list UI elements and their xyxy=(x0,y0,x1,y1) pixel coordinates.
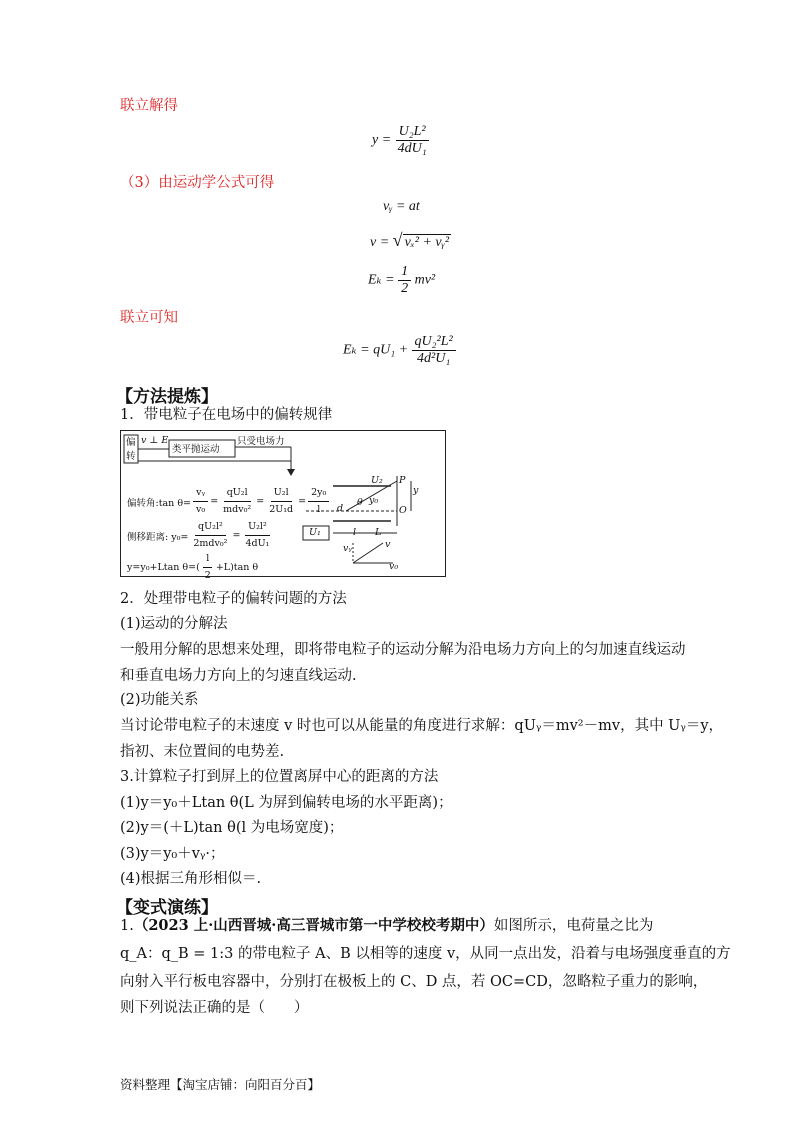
method-item3: 3.计算粒子打到屏上的位置离屏中心的距离的方法 xyxy=(120,769,439,785)
label-p: P xyxy=(399,475,406,486)
page-footer: 资料整理【淘宝店铺：向阳百分百】 xyxy=(120,1077,321,1092)
label-theta: θ xyxy=(357,497,363,508)
question-1-line3: 向射入平行板电容器中，分别打在极板上的 C、D 点，若 OC=CD，忽略粒子重力的影响， xyxy=(120,974,708,990)
method-m2: (2)y＝(＋L)tan θ(l 为电场宽度)； xyxy=(120,820,344,836)
label-u2: U₂ xyxy=(371,475,383,486)
method-heading: 【方法提炼】 xyxy=(116,387,218,407)
question-1-line2: q_A：q_B = 1:3 的带电粒子 A、B 以相等的速度 v，从同一点出发，沿着与电场强度垂直的方 xyxy=(120,946,731,962)
method-m3: (3)y＝y₀＋vᵧ·； xyxy=(120,846,225,862)
method-sub2: (2)功能关系 xyxy=(120,692,199,708)
method-para2a: 当讨论带电粒子的末速度 v 时也可以从能量的角度进行求解：qUᵧ＝mv²－mv，其中 Uᵧ＝y， xyxy=(120,718,724,734)
motion-label: 类平抛运动 xyxy=(172,444,220,455)
label-d: d xyxy=(337,503,344,514)
equation-vy: vᵧ = at xyxy=(383,199,420,214)
sqrt-sign: √ xyxy=(392,230,403,250)
label-u1: U₁ xyxy=(309,527,321,538)
method-para2b: 指初、末位置间的电势差. xyxy=(120,744,285,760)
label-y0: y₀ xyxy=(369,495,379,506)
method-para1a: 一般用分解的思想来处理，即将带电粒子的运动分解为沿电场力方向上的匀加速直线运动 xyxy=(120,642,686,658)
method-item1: 1．带电粒子在电场中的偏转规律 xyxy=(120,407,333,423)
question-number: 1. xyxy=(120,918,134,934)
box-left-top: 偏 xyxy=(126,437,136,448)
join-solve-text: 联立解得 xyxy=(120,98,178,114)
cond-label: v ⊥ E xyxy=(141,435,169,446)
practice-heading: 【变式演练】 xyxy=(116,898,218,918)
force-label: 只受电场力 xyxy=(237,436,285,447)
method-sub1: (1)运动的分解法 xyxy=(120,616,228,632)
equation-y: y = $\frac{\text{U₂L²}}{\text{4dU₁}}$ xyxy=(372,124,430,157)
box-left-bottom: 转 xyxy=(126,451,136,462)
method-m4: (4)根据三角形相似＝. xyxy=(120,871,262,887)
label-v: v xyxy=(385,539,391,550)
label-v0: v₀ xyxy=(389,561,399,572)
sqrt-radicand: vₓ² + vᵧ² xyxy=(404,235,450,250)
deflection-angle-formula: 偏转角:tan θ= $\frac{\text{vᵧ}}{\text{v₀}}$ = $\frac{\text{qU₂l}}{\text{mdv₀²}}$ = $\frac{\text{U₂l}}{\text{2U₁d}}$ = $\frac{\text{2y₀}}{l}$ xyxy=(127,485,329,518)
question-1-line4: 则下列说法正确的是（ ） xyxy=(120,1000,309,1016)
deflection-diagram xyxy=(120,430,446,581)
label-y: y xyxy=(413,485,419,496)
label-l: l xyxy=(353,527,357,538)
label-o: O xyxy=(399,505,407,516)
question-source: （2023 上·山西晋城·高三晋城市第一中学校校考期中） xyxy=(133,917,494,934)
join-know-text: 联立可知 xyxy=(120,310,178,326)
side-shift-formula: 侧移距离: y₀= $\frac{\text{qU₂l²}}{\text{2mdv₀²}}$ = $\frac{\text{U₂l²}}{\text{4dU₁}}$ xyxy=(127,521,270,549)
method-m1: (1)y＝y₀＋Ltan θ(L 为屏到偏转电场的水平距离)； xyxy=(120,795,453,811)
part3-text: （3）由运动学公式可得 xyxy=(120,175,275,191)
label-vy: vᵧ xyxy=(343,543,352,554)
equation-ek: Eₖ = $\frac{1}{2}$ mv² xyxy=(368,264,436,296)
label-big-l: L xyxy=(375,527,382,538)
method-para1b: 和垂直电场力方向上的匀速直线运动. xyxy=(120,668,357,684)
equation-ek2: Eₖ = qU₁ + $\frac{\text{qU₂²L²}}{\text{4d²U₁}}$ xyxy=(343,334,456,367)
eq-y-num: U₂L² xyxy=(396,124,429,141)
eq-y-den: 4dU₁ xyxy=(397,141,427,156)
method-item2: 2．处理带电粒子的偏转问题的方法 xyxy=(120,591,347,607)
equation-v: v = √ vₓ² + vᵧ² xyxy=(370,230,450,250)
question-1-line1: 1.（2023 上·山西晋城·高三晋城市第一中学校校考期中）如图所示，电荷量之比为 xyxy=(120,917,654,934)
y-total-formula: y=y₀+Ltan θ=( $\frac{l}{2}$ +L)tan θ xyxy=(127,553,259,581)
